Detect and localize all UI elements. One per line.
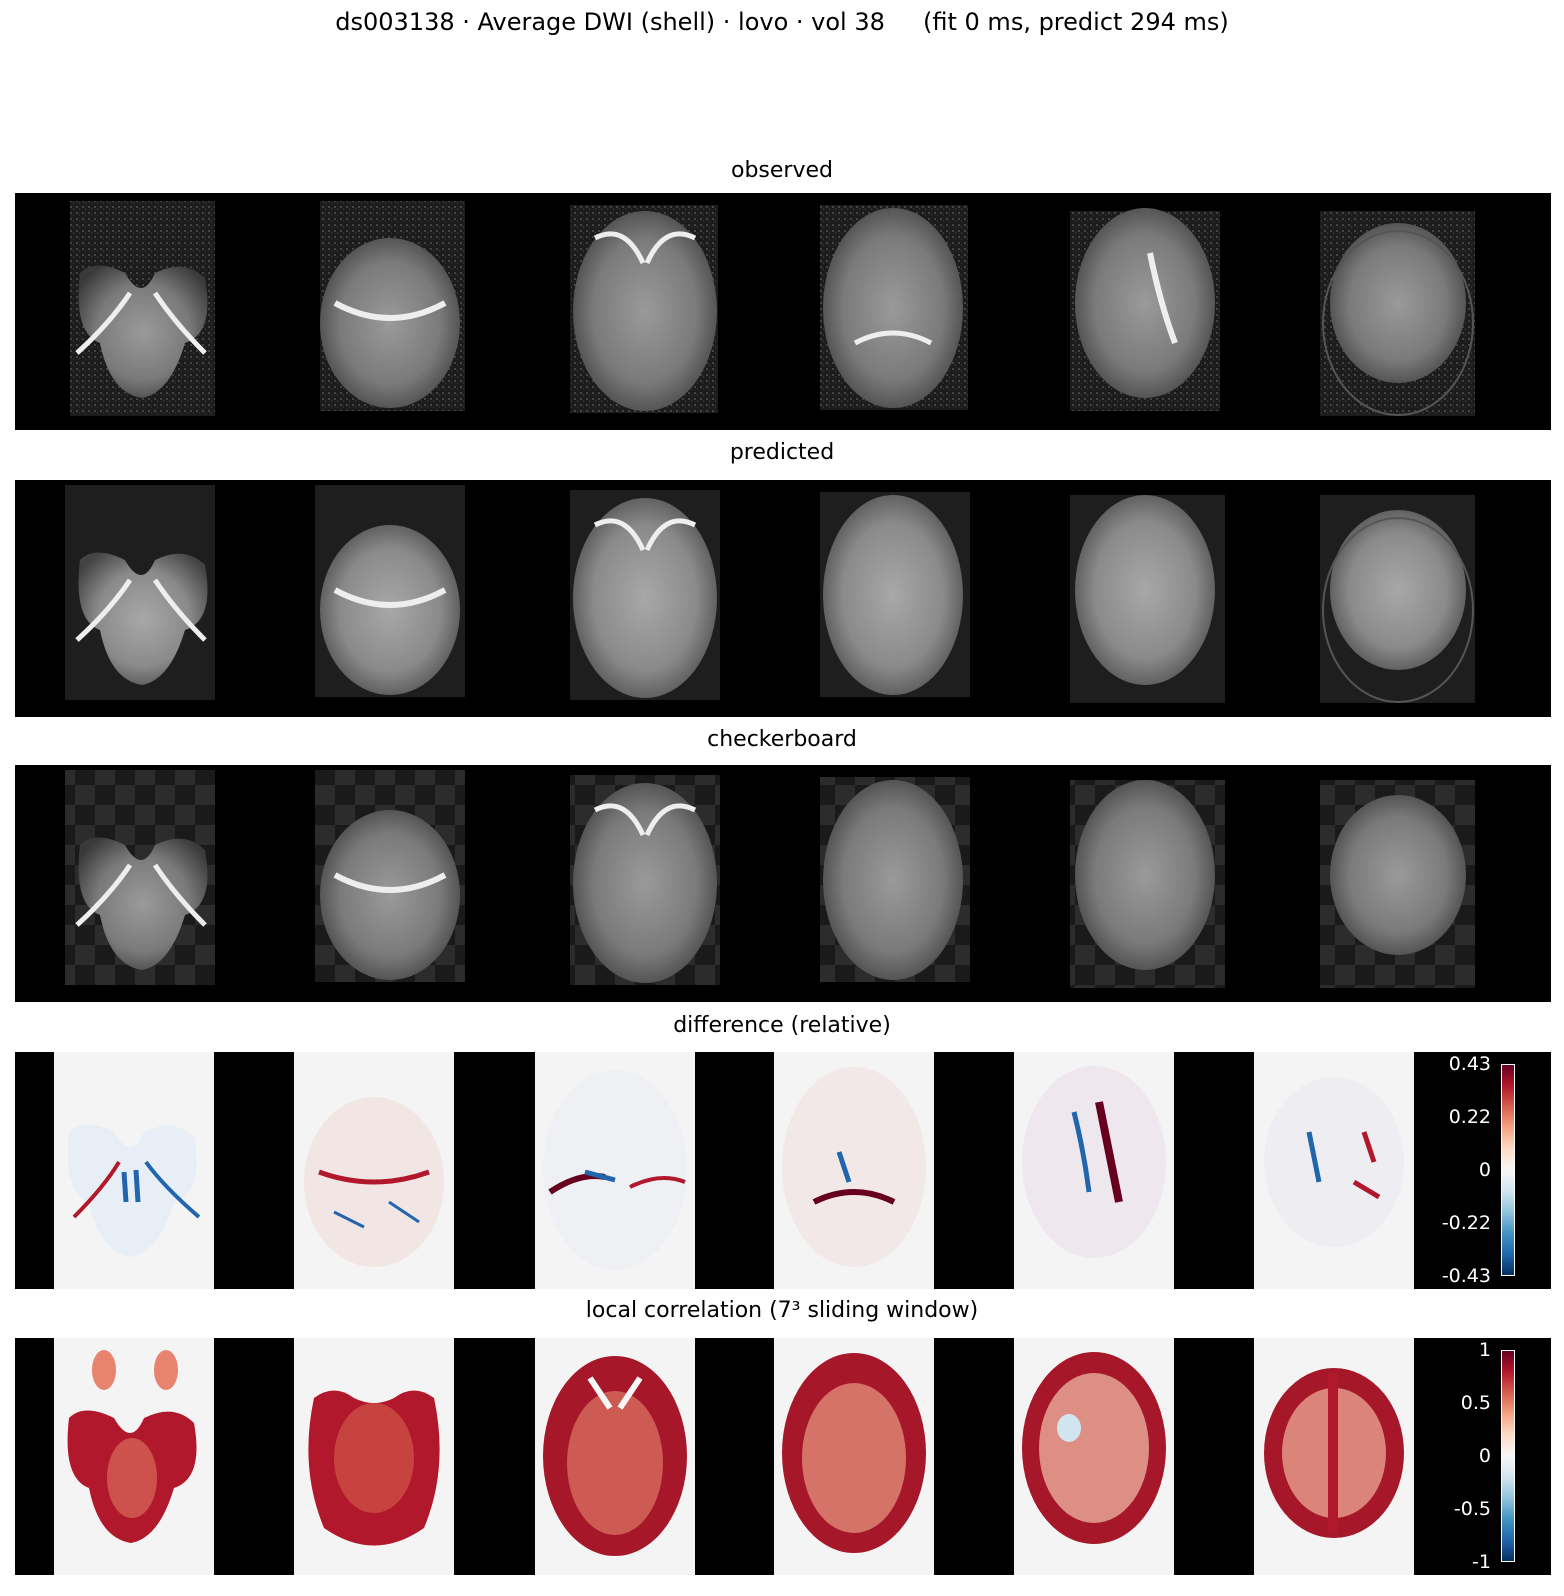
difference-colorbar-gradient: [1501, 1064, 1515, 1276]
checkerboard-slice-6: [1320, 780, 1475, 988]
predicted-slice-3: [570, 490, 720, 700]
row-title-predicted: predicted: [729, 440, 835, 465]
observed-slice-5: [1070, 208, 1220, 411]
predicted-slice-5: [1070, 495, 1225, 703]
observed-slices: [15, 193, 1551, 430]
predicted-slice-1: [65, 485, 215, 700]
correlation-slice-4: [774, 1338, 934, 1575]
correlation-colorbar: [1413, 1338, 1551, 1575]
difference-tick-2: 0: [1478, 1159, 1491, 1181]
checkerboard-slices: [15, 765, 1551, 1002]
correlation-slice-5: [1014, 1338, 1174, 1575]
difference-strip: [15, 1052, 1551, 1289]
checkerboard-slice-4: [820, 777, 970, 982]
checkerboard-slice-1: [65, 770, 215, 985]
observed-slice-3: [570, 205, 718, 413]
difference-slice-5: [1014, 1052, 1174, 1289]
correlation-tick-1: 0.5: [1460, 1392, 1491, 1414]
row-title-difference: difference (relative): [673, 1013, 891, 1038]
correlation-tick-3: -0.5: [1453, 1498, 1491, 1520]
checkerboard-slice-5: [1070, 780, 1225, 988]
correlation-colorbar-gradient: [1501, 1350, 1515, 1562]
difference-slice-6: [1254, 1052, 1414, 1289]
observed-strip: [15, 193, 1551, 430]
correlation-tick-0: 1: [1478, 1339, 1491, 1361]
observed-slice-4: [820, 205, 968, 410]
row-title-local-correlation: local correlation (7³ sliding window): [585, 1298, 979, 1323]
correlation-slice-6: [1254, 1338, 1414, 1575]
checkerboard-slice-3: [570, 775, 720, 985]
correlation-tick-2: 0: [1478, 1445, 1491, 1467]
predicted-slices: [15, 480, 1551, 717]
row-title-checkerboard: checkerboard: [707, 727, 857, 752]
difference-slice-4: [774, 1052, 934, 1289]
checkerboard-strip: [15, 765, 1551, 1002]
predicted-slice-4: [820, 492, 970, 697]
correlation-slice-3: [535, 1338, 695, 1575]
predicted-slice-2: [315, 485, 465, 697]
predicted-slice-6: [1320, 495, 1475, 703]
observed-slice-2: [320, 201, 465, 411]
correlation-slice-2: [294, 1338, 454, 1575]
difference-slice-3: [535, 1052, 695, 1289]
difference-slice-1: [54, 1052, 214, 1289]
row-title-observed: observed: [731, 158, 833, 183]
correlation-slice-1: [54, 1338, 214, 1575]
difference-tick-3: -0.22: [1441, 1212, 1491, 1234]
difference-tick-1: 0.22: [1448, 1106, 1491, 1128]
checkerboard-slice-2: [315, 770, 465, 982]
figure-title: ds003138 · Average DWI (shell) · lovo · vol 38 (fit 0 ms, predict 294 ms): [335, 8, 1229, 36]
difference-tick-4: -0.43: [1441, 1265, 1491, 1287]
difference-colorbar: [1413, 1052, 1551, 1289]
correlation-strip: [15, 1338, 1551, 1575]
correlation-tick-4: -1: [1472, 1551, 1491, 1573]
difference-slice-2: [294, 1052, 454, 1289]
observed-slice-6: [1320, 211, 1475, 416]
difference-tick-0: 0.43: [1448, 1053, 1491, 1075]
predicted-strip: [15, 480, 1551, 717]
observed-slice-1: [70, 201, 215, 416]
